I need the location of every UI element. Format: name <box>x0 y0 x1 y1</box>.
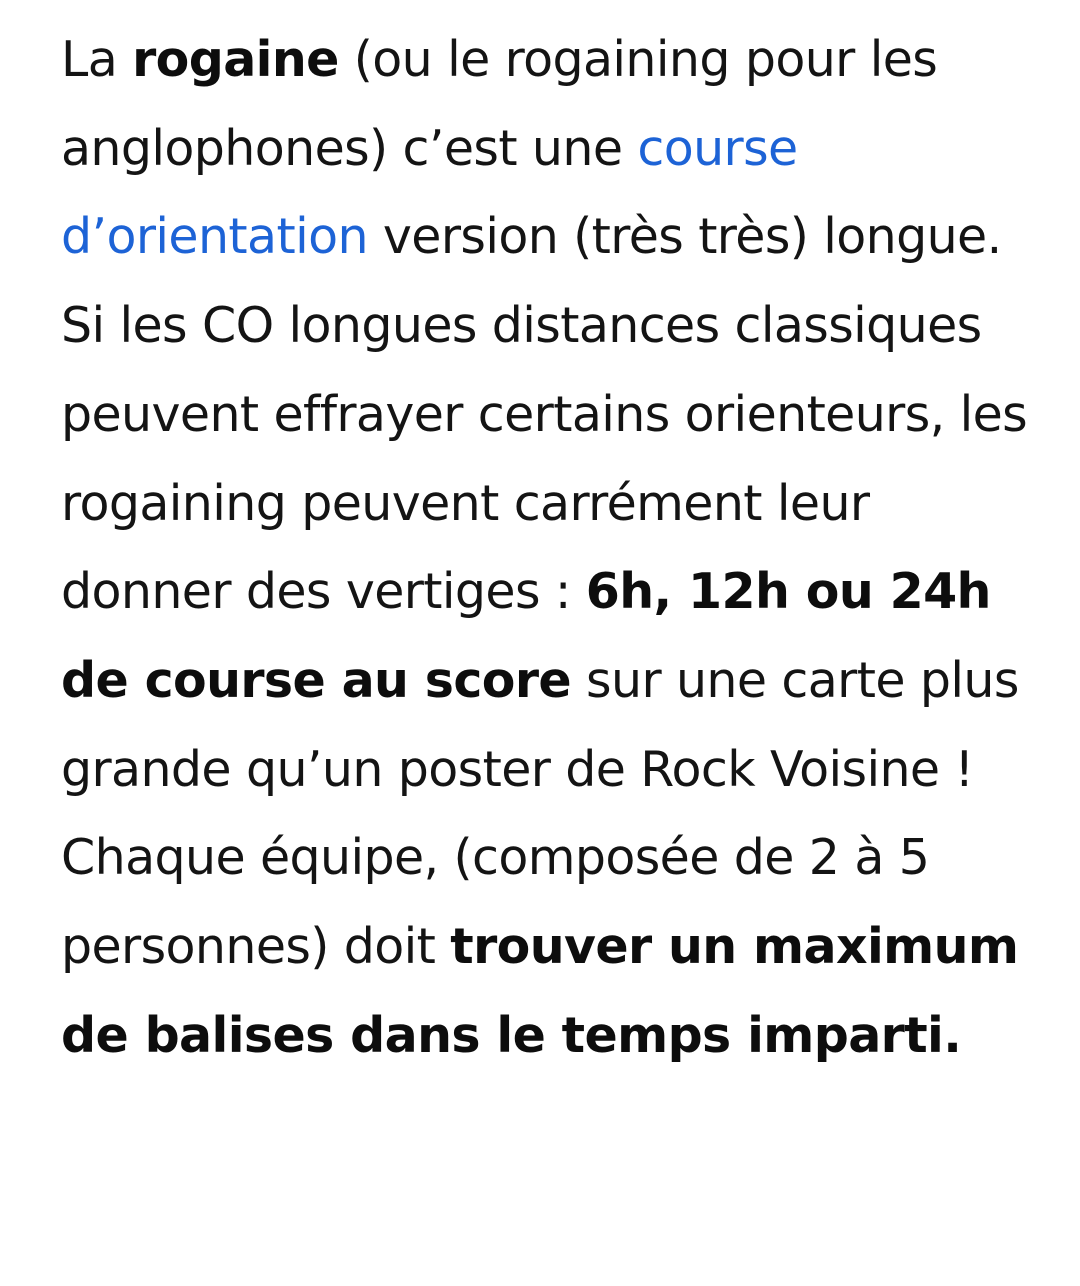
text-segment: version (très très) longue. Si les CO longues distances classiques peuvent effrayer certains orienteurs, les rogaining peuvent carrément leur donner des vertiges : <box>61 208 1028 621</box>
text-segment: sur une carte plus grande qu’un poster de Rock Voisine ! Chaque équipe, (composée de 2 à 5 personnes) doit <box>61 651 1019 976</box>
highlight-objective: trouver un maximum de balises dans le temps imparti. <box>61 918 1019 1064</box>
highlight-durations: 6h, 12h ou 24h de course au score <box>61 563 991 709</box>
course-orientation-link[interactable]: course d’orientation <box>61 119 798 266</box>
text-segment: (ou le rogaining pour les anglophones) c’est une <box>61 31 938 177</box>
term-rogaine: rogaine <box>132 31 339 88</box>
text-segment: La <box>61 31 133 88</box>
article-paragraph <box>61 16 1041 1080</box>
